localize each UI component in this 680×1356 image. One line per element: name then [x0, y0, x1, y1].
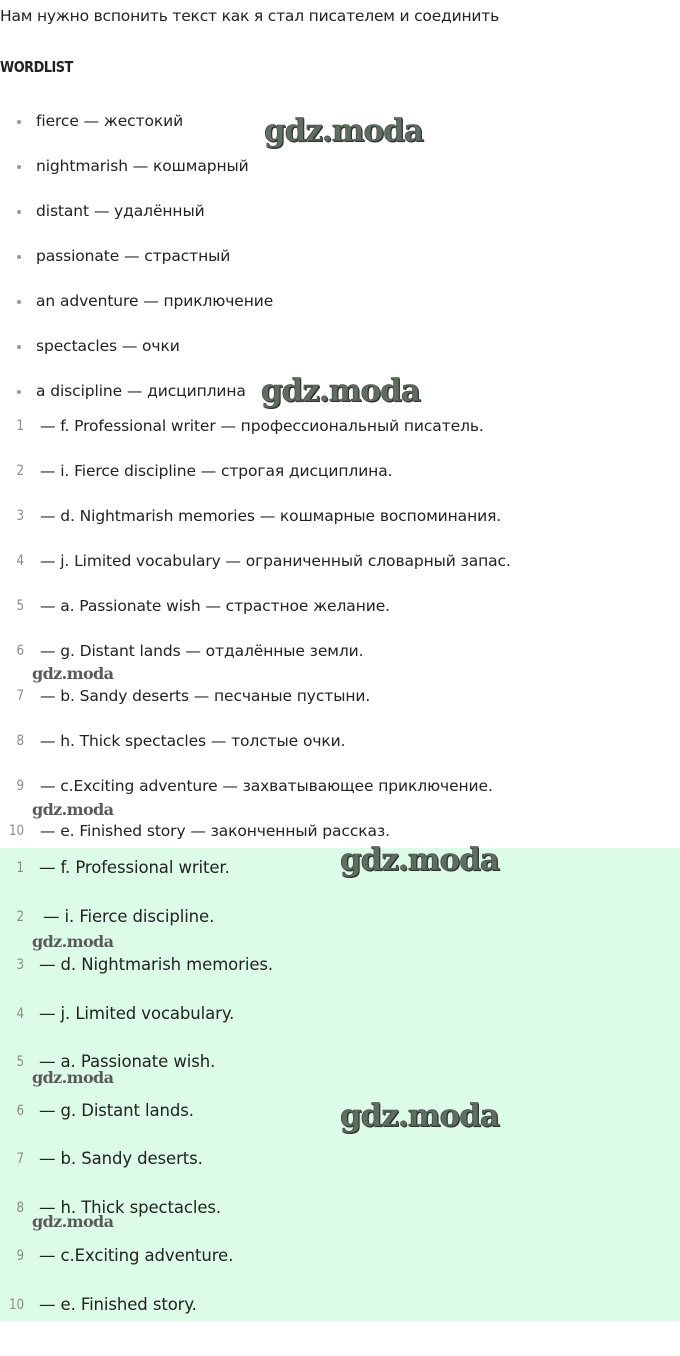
watermark: gdz.moda [32, 932, 114, 951]
list-item [0, 504, 511, 549]
watermark: gdz.moda [340, 1098, 499, 1134]
list-item [0, 549, 511, 594]
item-number: 5 [16, 1054, 24, 1070]
item-number: 4 [16, 553, 24, 569]
item-number: 10 [9, 823, 24, 839]
answer-text: — g. Distant lands. [39, 1100, 194, 1120]
item-number: 1 [16, 860, 24, 876]
watermark: gdz.moda [32, 800, 114, 819]
list-item [0, 1002, 273, 1051]
answer-text: — j. Limited vocabulary. [39, 1003, 235, 1023]
bullet-icon [17, 345, 21, 349]
bullet-icon [17, 390, 21, 394]
list-item [0, 199, 273, 244]
list-item [0, 774, 511, 819]
list-item [0, 1293, 273, 1342]
list-item [0, 905, 273, 954]
list-item [0, 856, 273, 905]
list-item [0, 109, 273, 154]
item-number: 1 [16, 418, 24, 434]
answer-text: — f. Professional writer. [39, 858, 230, 877]
wordlist-entry: spectacles — очки [36, 337, 180, 355]
list-item [0, 154, 273, 199]
item-number: 2 [16, 463, 24, 479]
answer-text: — a. Passionate wish. [39, 1052, 216, 1071]
item-number: 9 [16, 778, 24, 794]
translation-text: — e. Finished story — законченный рассказ. [40, 822, 390, 840]
wordlist-entry: passionate — страстный [36, 247, 231, 265]
bullet-icon [17, 300, 21, 304]
wordlist-entry: an adventure — приключение [36, 292, 274, 310]
item-number: 7 [16, 1151, 24, 1167]
watermark: gdz.moda [32, 1212, 114, 1231]
wordlist-heading: WORDLIST [0, 58, 73, 76]
translation-text: — h. Thick spectacles — толстые очки. [40, 732, 346, 750]
item-number: 3 [16, 957, 24, 973]
list-item [0, 1050, 273, 1099]
bullet-icon [17, 120, 21, 124]
wordlist-entry: a discipline — дисциплина [36, 382, 246, 400]
list-item [0, 244, 273, 289]
answer-text: — b. Sandy deserts. [39, 1149, 203, 1168]
item-number: 2 [16, 908, 24, 925]
translation-text: — i. Fierce discipline — строгая дисциплина. [40, 462, 393, 480]
item-number: 6 [16, 643, 24, 659]
translation-text: — f. Professional writer — профессиональный писатель. [40, 417, 484, 435]
answer-text: — i. Fierce discipline. [43, 906, 215, 926]
list-item [0, 289, 273, 334]
wordlist-entry: nightmarish — кошмарный [36, 157, 249, 175]
list-item [0, 953, 273, 1002]
translation-text: — a. Passionate wish — страстное желание. [40, 597, 390, 615]
item-number: 10 [9, 1296, 24, 1313]
watermark: gdz.moda [264, 113, 423, 149]
list-item [0, 684, 511, 729]
item-number: 9 [16, 1248, 24, 1264]
translation-text: — d. Nightmarish memories — кошмарные воспоминания. [40, 507, 502, 525]
list-item [0, 594, 511, 639]
watermark: gdz.moda [340, 842, 499, 878]
translation-text: — c.Exciting adventure — захватывающее приключение. [40, 777, 493, 795]
list-item [0, 639, 511, 684]
watermark: gdz.moda [32, 664, 114, 683]
item-number: 3 [16, 508, 24, 524]
answer-list [0, 856, 273, 1341]
item-number: 7 [16, 688, 24, 704]
item-number: 8 [16, 733, 24, 749]
answer-text: — c.Exciting adventure. [39, 1246, 234, 1265]
watermark: gdz.moda [261, 373, 420, 409]
list-item [0, 1244, 273, 1293]
answer-text: — h. Thick spectacles. [39, 1197, 222, 1217]
intro-text: Нам нужно вспонить текст как я стал писателем и соединить [0, 7, 500, 25]
list-item [0, 1099, 273, 1148]
bullet-icon [17, 165, 21, 169]
answer-text: — e. Finished story. [39, 1294, 197, 1314]
item-number: 5 [16, 598, 24, 614]
item-number: 8 [16, 1199, 24, 1216]
list-item [0, 414, 511, 459]
translation-text: — j. Limited vocabulary — ограниченный словарный запас. [40, 552, 511, 570]
wordlist [0, 109, 273, 424]
item-number: 6 [16, 1102, 24, 1119]
list-item [0, 334, 273, 379]
wordlist-entry: distant — удалённый [36, 202, 205, 220]
list-item [0, 1196, 273, 1245]
bullet-icon [17, 210, 21, 214]
watermark: gdz.moda [32, 1068, 114, 1087]
bullet-icon [17, 255, 21, 259]
translation-text: — b. Sandy deserts — песчаные пустыни. [40, 687, 371, 705]
translation-text: — g. Distant lands — отдалённые земли. [40, 642, 364, 660]
list-item [0, 1147, 273, 1196]
list-item [0, 729, 511, 774]
list-item [0, 459, 511, 504]
item-number: 4 [16, 1005, 24, 1022]
answer-text: — d. Nightmarish memories. [39, 955, 274, 974]
wordlist-entry: fierce — жестокий [36, 112, 184, 130]
translation-list [0, 414, 511, 864]
